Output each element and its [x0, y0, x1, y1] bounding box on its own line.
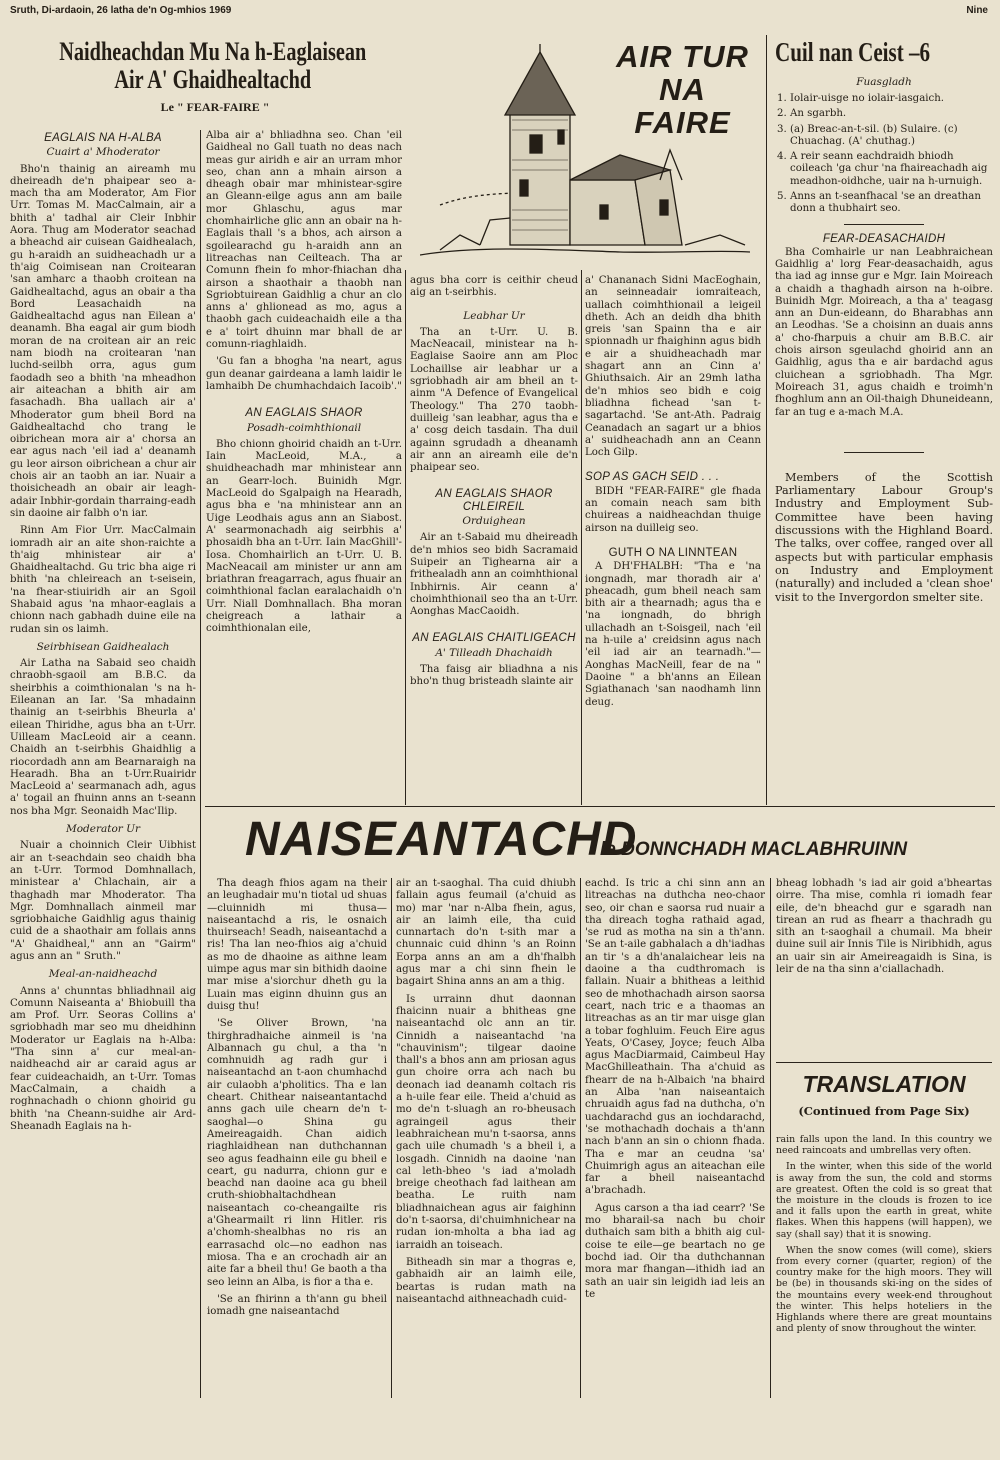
paragraph: bheag lobhadh 's iad air goid a'bheartas oirre. Tha mise, comhla ri iomadh fear eile, de'n bheachd gur e sgaradh nan tirean an rud as fhearr a thachradh gu sith an t-saoghail a chumail. Ma bheir duine suil air Innis Tile is Niribhidh, agus an uair sin air Ameireagaidh is Sina, is leir de na tha sinn a'ciallachadh.	[776, 878, 992, 976]
section-heading: AN EAGLAIS SHAOR CHLEIREIL	[435, 488, 553, 513]
paragraph: When the snow comes (will come), skiers from every corner (quarter, region) of the country make for the high moors. They will be (be) in thousands ski-ing on the sides of the mountains every week-end throughout the winter. This helps hoteliers in the Highlands where there are great mountains and plenty of snow throughout the winter.	[776, 1244, 992, 1335]
list-item: 2. An sgarbh.	[790, 108, 993, 120]
list-item: 3. (a) Breac-an-t-sil. (b) Sulaire. (c) Chuachag. (A' chuthag.)	[790, 124, 993, 149]
english-note-wrap	[775, 471, 993, 609]
paragraph: Bho chionn ghoirid chaidh an t-Urr. Iain MacLeoid, M.A., a shuidheachadh mar mhinistear ann an Gearr-loch. Buinidh Mgr. MacLeoid do Sgalpaigh na Hearadh, agus bha e 'na mhinistear ann an Uige Leodhais agus ann an Siabost. A' searmonachadh aig seirbhis a' phosaidh bha an t-Urr. Iain MacGhill'-Iosa. Chomhairlich an t-Urr. U. B. MacNeacail am minister ur ann am briathran freagarrach, agus fhuair an coimhthional faclan earalachaidh o'n Urr. Niall Domhnallach. Bha moran cheigreach a lathair a coimhthionalan eile,	[206, 438, 402, 635]
divider	[844, 452, 924, 453]
deasachaidh-text-wrap	[775, 247, 993, 424]
headline-line2: Air A' Ghaidhealtachd	[114, 65, 312, 94]
paragraph: agus bha corr is ceithir cheud aig an t-seirbhis.	[410, 275, 578, 299]
paragraph: 'Se Oliver Brown, 'na thirghradhaiche ainmeil is 'na Albannach gu chul, a tha 'n comhnuidh ag radh gur i naiseantachd an t-aon chumhachd air culaobh a'pholitics. Tha e lan cheart. Chithear naiseantantachd anns gach uile chearn de'n t-saoghal—o Shina gu Ameireagaidh. Chan aidich riaghlaidhean nan duthchannan seo agus feadhainn eile gu bheil e ceart, gu nadurra, chionn gur e beachd nan daoine aca gu bheil cruth-shiobhaltachdhean naiseantach co-cheangailte ris a'Ghearmailt ri linn Hitler. ris a'chomh-shealbhas no ris an earrasachd olc—no eadhon nas miosa. Tha e an crochadh air an aite far a bheil thu! Ge baoth a tha seo leinn an Alba, is fior a tha e.	[207, 1018, 387, 1288]
byline: Le " FEAR-FAIRE "	[160, 100, 270, 114]
naiseantachd-column-3	[585, 878, 765, 1398]
section-heading: GUTH O NA LINNTEAN	[608, 546, 738, 559]
air-tur-na-faire-title	[600, 40, 765, 139]
column-rule	[766, 35, 767, 805]
cuil-nan-ceist-box	[775, 38, 993, 609]
paragraph: 'Se an fhirinn a th'ann gu bheil iomadh gne naiseantachd	[207, 1293, 387, 1318]
paragraph: 'Gu fan a bhogha 'na neart, agus gun deanar gairdeana a lamh laidir le lamhaibh De chumhachdaich Iacoib'."	[206, 356, 402, 392]
paragraph: Bha Comhairle ur nan Leabhraichean Gaidhlig a' lorg Fear-deasachaidh, agus tha iad ag innse gur e Mgr. Iain Moireach a chaidh a thaghadh airson na h-oibre. Buinidh Mgr. Moireach, a tha a' teagasg ann an Dun-eideann, do Bharabhas ann an Leodhas. 'Se a choisinn an duais anns a' cho-fharpuis a chuir am B.B.C. air chois airson sgeulachd ghoirid ann an Gaidhlig, agus tha e air bardachd agus cluichean a sgriobhadh. Tha Mgr. Moireach 31, agus chaidh e troimh'n fhoghlum ann an Oil-thaigh Dhuneideann, far an tug e a-mach M.A.	[775, 246, 993, 418]
paragraph: air an t-saoghal. Tha cuid dhiubh fallain agus feumail (a'chuid as mo) mar 'nar n-Alba fhein, agus, air an laimh eile, tha cuid cunnartach do'n t-sith mar a chunnaic cuid dhinn 's an Roinn Eorpa anns an am a dh'fhalbh agus mar a chi sinn fhein le bagairt Shina anns an am a thig.	[396, 878, 576, 988]
section-heading: FEAR-DEASACHAIDH	[822, 232, 946, 245]
column-rule	[580, 878, 581, 1398]
subheading: Cuairt a' Mhoderator	[46, 146, 160, 159]
naiseantachd-byline: le DONNCHADH MACLABHRUINN	[600, 839, 908, 860]
paragraph: Anns a' chunntas bhliadhnail aig Comunn Naiseanta a' Bhiobuill tha am Prof. Urr. Seoras Collins a' sgriobhadh mar seo mu dheidhinn Moderator ur Eaglais na h-Alba: "Tha sinn a' cur meal-an-naidheachd air ar caraid agus ar fear cuideachaidh, an t-Urr. Tomas MacCalmain, a chaidh a roghnachadh o chionn ghoirid gu bhith 'na Cheann-suidhe air Ard-Sheanadh Eaglais na h-	[10, 985, 196, 1132]
article-headline	[10, 38, 420, 115]
subheading: Orduighean	[462, 515, 526, 528]
list-item: 4. A reir seann eachdraidh bhiodh coileach 'ga chur 'na fhaireachadh aig meadhon-oidhche, uair na h-urnuigh.	[790, 151, 993, 188]
cuil-title: Cuil nan Ceist –6	[775, 37, 931, 67]
paragraph: eachd. Is tric a chi sinn ann an litreachas na duthcha neo-chaor seo, oir chan e saorsa rud nuair a tha direach togha rathaid agad, 'se rud as motha na sin a th'ann. 'Se an t-aile gabhalach a dh'iadhas an tir 's a dh'analaichear leis na daoine a tha cudthromach is fallain. Nuair a bhitheas a leithid seo de mhothachadh airson saorsa ceart, nach tric e a thaomas an litreachas as an tir mar uisge glan a tobar foghluim. Feuch Eire agus Yeats, O'Casey, Joyce; feuch Alba agus MacDiarmaid, Caimbeul Hay MacGhilleathain. Tha a'chuid as fhearr de na h-Albaich 'na bhaird an Alba 'nan naiseantaich chruaidh agus fad na duthcha, o'n uachdarachd gus an iochdarachd, 'se mothachadh dochais a th'ann nach b'ann an sin o chionn fhada. Tha e mar an ceudna 'sa' Chuimrigh agus an aiteachan eile far a bheil naiseantachd a'brachadh.	[585, 878, 765, 1197]
paragraph: Tha an t-Urr. U. B. MacNeacail, ministear na h-Eaglaise Saoire ann am Ploc Lochaillse air leabhar ur a sgriobhadh air am bheil an t-ainm "A Defence of Evangelical Theology." Tha 270 taobh-duilleig 'san leabhar, agus tha e a' cosg deich tasdain. Tha duil againn sgrudadh a dheanamh air ann an aireamh eile de'n phaipear seo.	[410, 326, 578, 474]
subheading: Fuasgladh	[856, 76, 912, 88]
paragraph: Air Latha na Sabaid seo chaidh chraobh-sgaoil am B.B.C. da sheirbhis a coimthionalan 's na h-Eileanan an Iar. 'Sa mhadainn thainig an t-seirbhis Bheurla a' eilean Thiridhe, agus bha an t-Urr. Uilleam MacLeoid air a ceann. Chaidh an t-seirbhis Ghaidhlig a riocordadh ann am Bearnaraigh na Hearadh. Bha an t-Urr.Ruairidr MacLeoid a' searmanach adh, agus a' togail an fhuinn anns an t-seann nos bha Mgr. Seonaidh Mac'Ilip.	[10, 658, 196, 817]
section-rule	[205, 806, 995, 807]
article1-column-2	[206, 130, 402, 805]
article1-column-3	[410, 275, 578, 805]
paragraph: Agus carson a tha iad cearr? 'Se mo bharail-sa nach bu choir duthaich sam bith a bhith aig cul-coise te eile—ge beartach no ge bochd iad. Oir tha duthchannan mora mar fhangan—ithidh iad an sath an uair sin leigidh iad leis an te	[585, 1202, 765, 1300]
masthead-date: Sruth, Di-ardaoin, 26 latha de'n Og-mhios 1969	[10, 5, 232, 16]
headline-line1: Naidheachdan Mu Na h-Eaglaisean	[59, 37, 367, 66]
paragraph: a' Chananach Sidni MacEoghain, an seinneadair iomraiteach, uallach coimhthionail a leigeil dheth. Ach an deidh dha bhith greis 'san Spainn tha e air spionnadh ur fhaighinn agus bidh e air a shuidheachadh mar shagart ann an Cinn a' Ghiuthsaich. Air an 29mh latha de'n mhios seo bidh e coig bliadhna fichead 'san t-sagartachd. 'Se ant-Ath. Padraig Ceanadach an sagart ur a bhios a' suidheachadh ann an Ceann Loch Gilp.	[585, 275, 761, 459]
subheading: A' Tilleadh Dhachaidh	[435, 646, 553, 659]
translation-subtitle: (Continued from Page Six)	[798, 1104, 970, 1118]
paragraph: Nuair a choinnich Cleir Uibhist air an t-seachdain seo chaidh bha an t-Urr. Tormod Domhnallach, ministear a' Chlachain, air a thaghadh mar Mhoderator. Tha Mgr. Domhnallach ainmeil mar sgriobhaiche Gaidhlig agus thainig cuid de a shaothair am follais anns "A' Ghaidheal," ann an "Gairm" agus ann an " Sruth."	[10, 840, 196, 962]
paragraph: BIDH "FEAR-FAIRE" gle fhada an comain neach sam bith chuireas a naidheachdan thuige airson na duilleig seo.	[585, 485, 761, 534]
column-rule	[200, 130, 201, 1398]
paragraph: Tha deagh fhios agam na their an leughadair mu'n tiotal ud shuas—cluinnidh mi thusa—naiseantachd a ris, le osnaich thuirseach! Seadh, naiseantachd a ris! Tha lan neo-fhios aig a'chuid as mo de dhaoine as aithne leam uimpe agus mar sin bithidh daoine mar mise a'siorchur dheth gu la Luain mas eiginn dhuinn gus an duisg thu!	[207, 878, 387, 1012]
translation-body	[776, 1134, 992, 1399]
paragraph: Tha faisg air bliadhna a nis bho'n thug bristeadh slainte air	[410, 664, 578, 688]
naiseantachd-title: NAISEANTACHD	[245, 813, 638, 866]
paragraph: Air an t-Sabaid mu dheireadh de'n mhios seo bidh Sacramaid Suipeir an Tighearna air a frithealadh ann an coimhthional Inbhirnis. Air ceann a' choimhthionail seo tha an t-Urr. Aonghas MacCaoidh.	[410, 532, 578, 618]
page-number: Nine	[966, 5, 988, 16]
paragraph: Bitheadh sin mar a thogras e, gabhaidh air an laimh eile, beartas is rudan math na naiseantachd aithneachadh cuid-	[396, 1256, 576, 1305]
list-item: 5. Anns an t-seanfhacal 'se an dreathan donn a thubhairt seo.	[790, 191, 993, 216]
column-rule	[581, 270, 582, 805]
translation-title: TRANSLATION	[802, 1071, 966, 1097]
naiseantachd-column-2	[396, 878, 576, 1398]
paragraph: Bho'n thainig an aireamh mu dheireadh de'n phaipear seo a-mach tha am Moderator, Am Fior Urr. Tomas M. MacCalmain, air a bhith a' tadhal air Cleir Inbhir Aora. Thug am Moderator seachad a bheachd air cuisean Gaidhealach, gu h-araidh an suidheachadh ur a th'aig Coimisean nan Croitearan 'san amharc a thaobh croitean na Gaidhealtachd, agus an obair a tha Bord Leasachaidh na Gaidhealtachd agus nan Eilean a' deanamh. Bha eagal air gum biodh moran de na croitean air an reic nam biodh na croitearan 'nan luchd-seilbh orra, agus gum faodadh seo a bhith 'na mheadhon air aiteachan a bhith air am fasachadh. Bha uallach air a' Mhoderator gum bheil Bord na Gaidhealtachd cho trang le oibrichean mora air a' chorsa an ear agus nach 'eil iad a' deanamh gu leor airson oibrichean a chur air chois air an taobh an iar. Nuair a thoisicheadh an obair air leagh-adair Inbhir-gordain tharraing-eadh sin daoine air falbh o'n iar.	[10, 163, 196, 519]
title-line: FAIRE	[634, 105, 731, 140]
section-heading: AN EAGLAIS CHAITLIGEACH	[412, 632, 576, 645]
subheading: Posadh-coimhthionail	[246, 421, 362, 434]
paragraph: Rinn Am Fior Urr. MacCalmain iomradh air an aite shon-raichte a th'aig mhinistear air a' Ghaidhealtachd. Gu tric bha aige ri bhith 'na chleireach an t-seisein, 'na fhear-stiuiridh air an Sgoil Shabaid agus 'na mhaor-eaglais a chionn nach gabhadh duine eile na rudan sin os laimh.	[10, 525, 196, 635]
list-item: 1. Iolair-uisge no iolair-iasgaich.	[790, 93, 993, 105]
subheading: Moderator Ur	[65, 823, 141, 836]
column-rule	[770, 878, 771, 1398]
paragraph: rain falls upon the land. In this country we need raincoats and umbrellas very often.	[776, 1134, 992, 1157]
paragraph: Is urrainn dhut daonnan fhaicinn nuair a bhitheas gne naiseantachd olc ann an tir. Cinnidh a naiseantachd 'na "chauvinism"; tilgear daoine thall's a bhos ann am priosan agus gun choire orra ach nach bu deonach iad deanamh coltach ris a h-uile fear eile. Theid a'chuid as mo de'n t-sluagh an ro-bheusach agraingeil agus their leabhraichean mu'n t-saorsa, anns gach uile chumadh 's a bheil i, a losgadh. Cinnidh na daoine 'nan cal leth-bheo 's iad a'moladh breige cheothach fad laithean am beatha. Le ruith nam bliadhnaichean agus air faighinn do'n t-saorsa, di'chuimhnichear na rudan ion-mholta a bha iad ag iarraidh an toiseach.	[396, 993, 576, 1251]
naiseantachd-column-1	[207, 878, 387, 1398]
subheading: Meal-an-naidheachd	[48, 968, 158, 981]
answers-list	[775, 93, 993, 216]
column-rule	[391, 878, 392, 1398]
section-heading: AN EAGLAIS SHAOR	[245, 407, 363, 420]
title-line: AIR TUR	[616, 39, 749, 74]
naiseantachd-column-4	[776, 878, 992, 1058]
title-line: NA	[659, 72, 706, 107]
divider	[844, 224, 924, 225]
paragraph: In the winter, when this side of the world is away from the sun, the cold and storms are greatest. Often the cold is so great that the moisture in the clouds is frozen to ice and it falls upon the earth in great, white flakes. When this happens (will happen), we say (shall say) that it is snowing.	[776, 1161, 992, 1240]
section-heading: SOP AS GACH SEID . . .	[585, 471, 720, 484]
column-rule	[405, 270, 406, 805]
paragraph: Members of the Scottish Parliamentary Labour Group's Industry and Employment Sub-Committee have been having discussions with the Highland Board. The talks, over coffee, ranged over all aspects but with particular emphasis on Industry and Employment (naturally) and included a 'clean shoe' visit to the Invergordon smelter site.	[775, 470, 993, 604]
article1-column-4	[585, 275, 761, 805]
section-rule	[776, 1062, 992, 1063]
paragraph: Alba air a' bhliadhna seo. Chan 'eil Gaidheal no Gall tuath no deas nach meas gur airidh e air an urram mhor seo, chan ann a mhain airson a dheagh obair mar mhinistear-sgire an Gleann-eilge agus ann am baile mor Ghlaschu, agus mar chomhairliche glic ann an obair na h-Eaglais thall 's a bhos, ach airson a sgoilearachd gu h-araidh ann an litreachas nan Ceilteach. Tha ar Comunn fhein fo mhor-fhiachan dha airson a shaothair a thaobh nan Sgriobtuirean Gaidhlig a chur an clo anns a' ghlionead as mo, agus a thaobh gach cuideachaidh eile a tha e a' toirt dhuinn mar bhall de ar comunn-riaghlaidh.	[206, 130, 402, 351]
subheading: Leabhar Ur	[463, 309, 525, 322]
subheading: Seirbhisean Gaidhealach	[36, 640, 170, 653]
article1-column-1	[10, 130, 196, 1395]
paragraph: A DH'FHALBH: "Tha e 'na iongnadh, mar thoradh air a' pheacadh, gum bheil neach sam bith air a thearnadh; agus tha e 'na iongnadh, do bhrigh ullachadh an t-Soisgeil, nach 'eil na h-uile a' creidsinn agus nach 'eil iad air an tearnadh."— Aonghas MacNeill, fear de na " Daoine " a bh'anns an Eilean Sgiathanach 'san naodhamh linn deug.	[585, 561, 761, 708]
section-heading: EAGLAIS NA H-ALBA	[44, 132, 162, 144]
